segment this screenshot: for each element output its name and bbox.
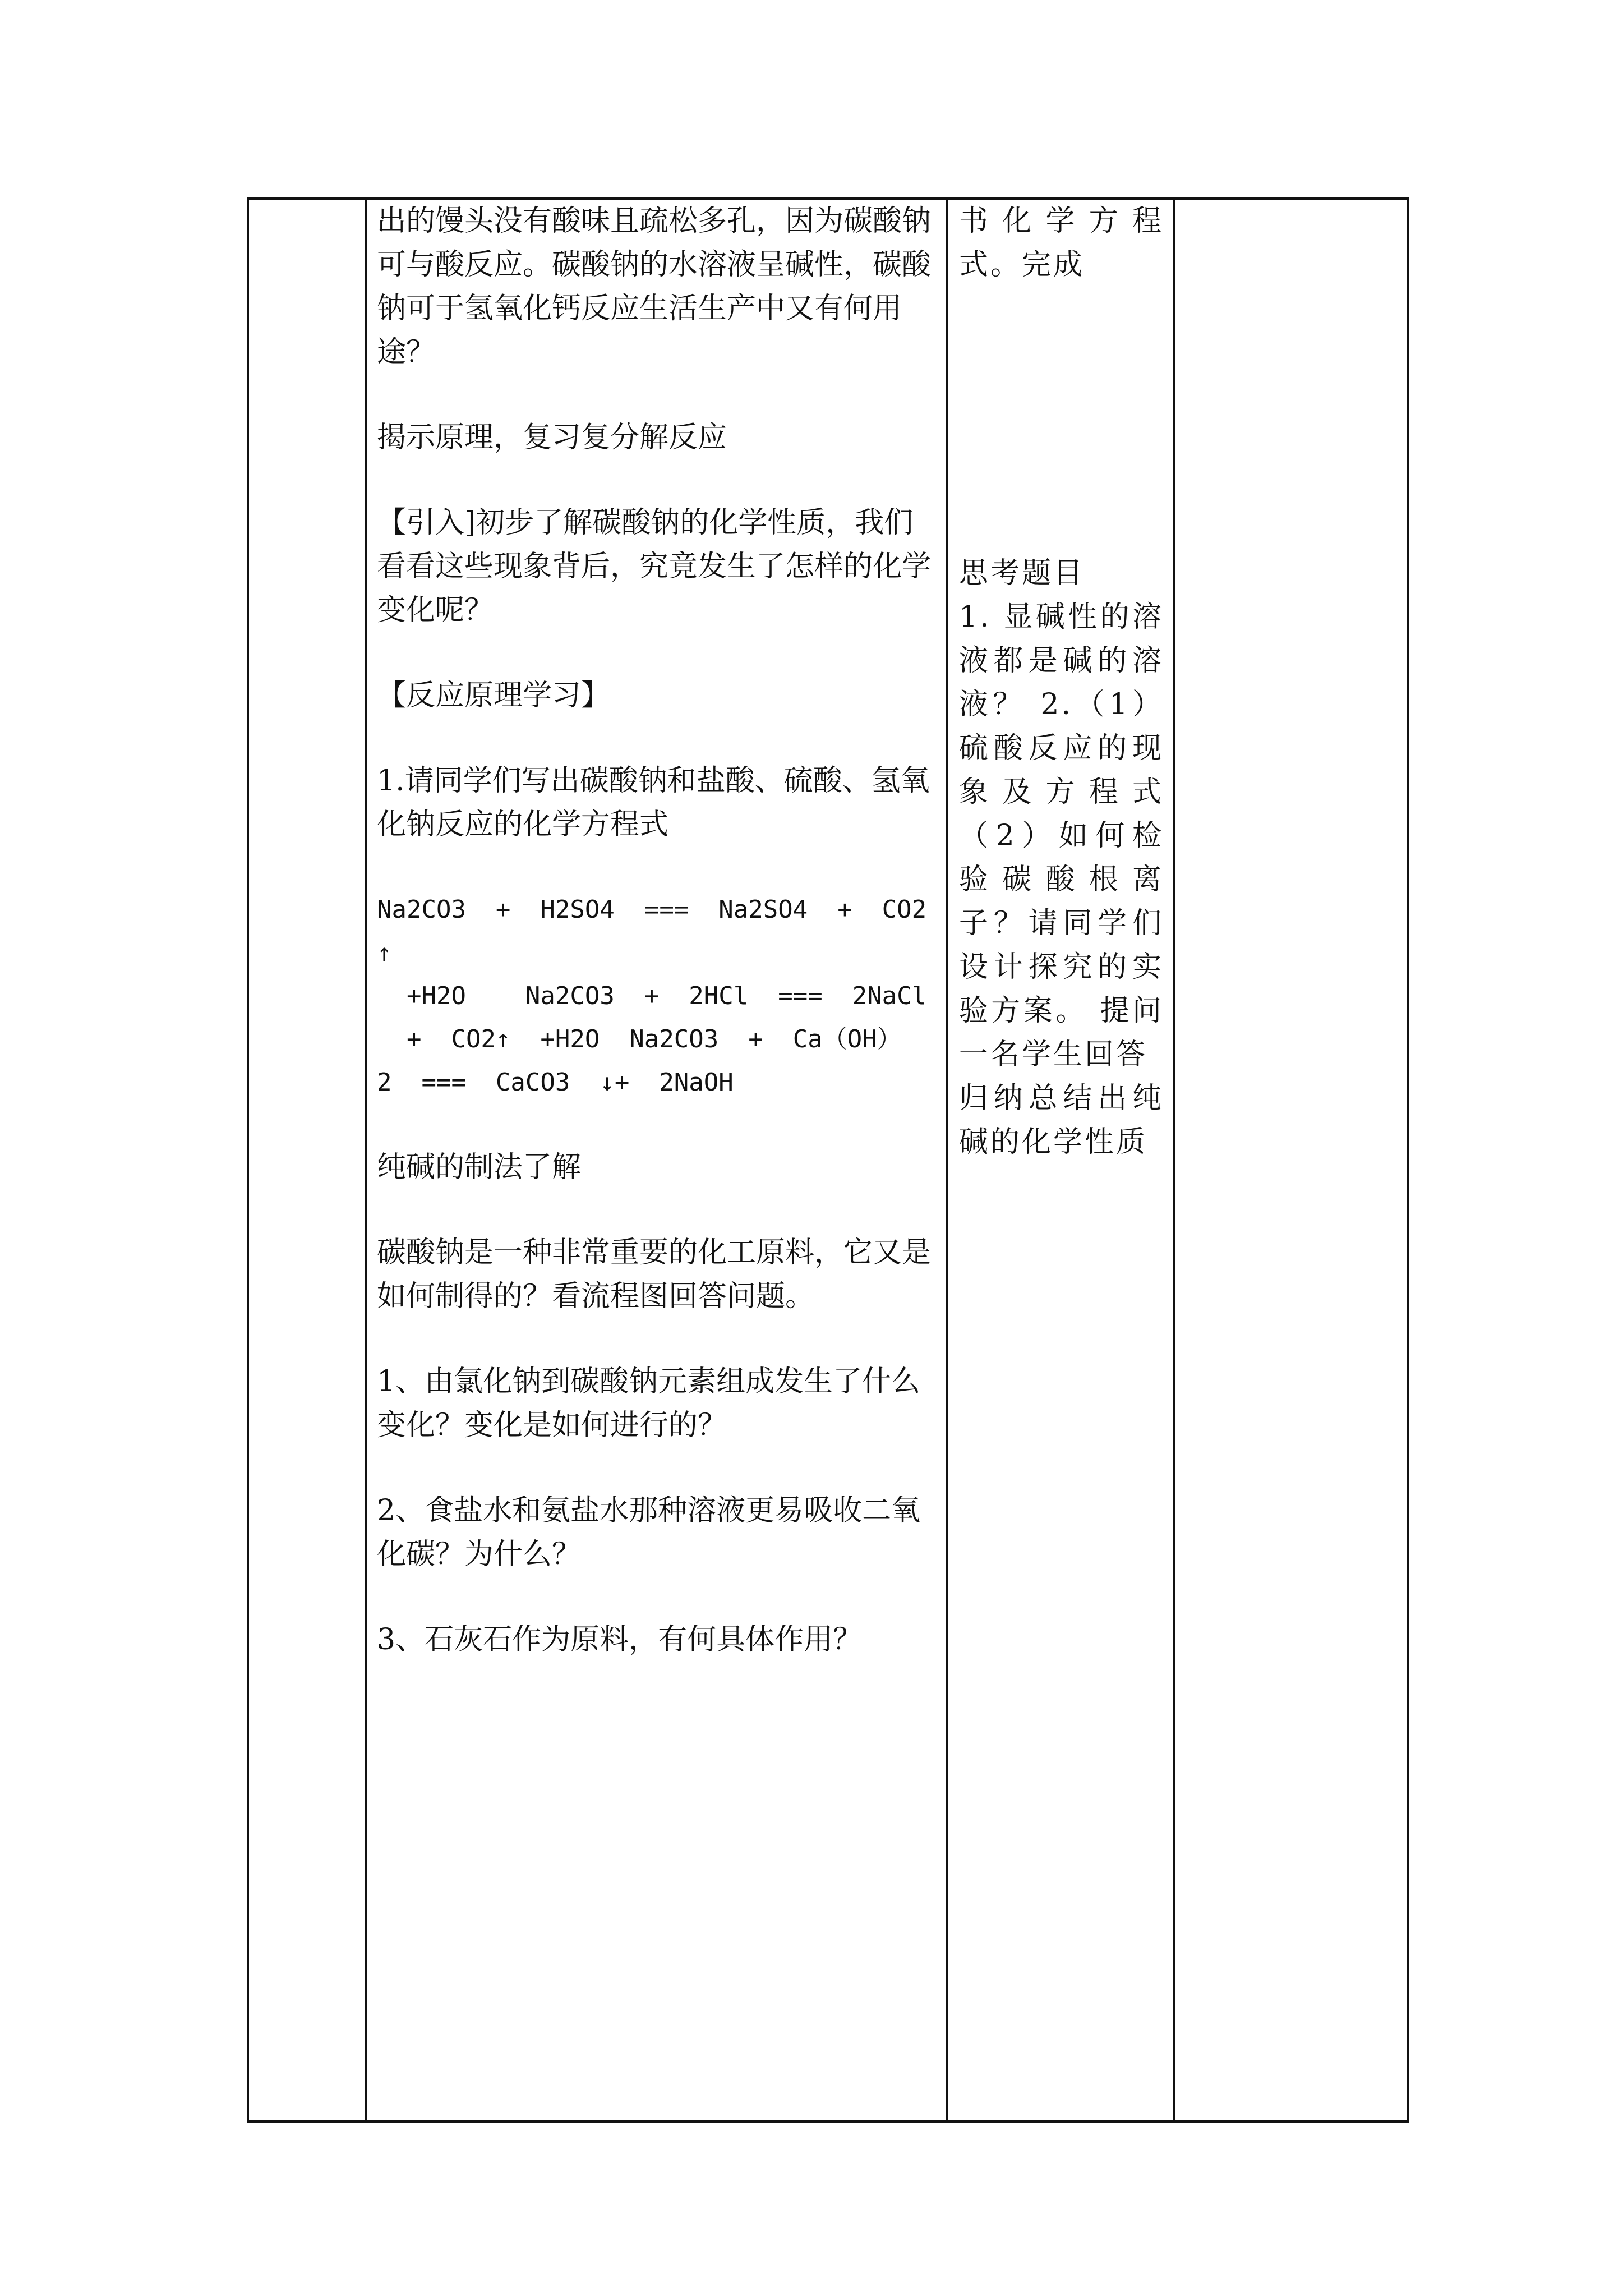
table-border-col-0 [247, 197, 249, 2123]
table-border-col-1 [365, 197, 367, 2123]
question-3: 3、石灰石作为原料，有何具体作用？ [377, 1623, 863, 1657]
question-2: 2、食盐水和氨盐水那种溶液更易吸收二氧化碳？为什么？ [377, 1494, 921, 1571]
reaction-principle-heading: 【反应原理学习】 [377, 679, 611, 712]
equation-line: 2 === CaCO3 ↓+ 2NaOH [377, 1068, 734, 1097]
soda-production-paragraph: 碳酸钠是一种非常重要的化工原料，它又是如何制得的？看流程图回答问题。 [377, 1236, 932, 1313]
thinking-heading: 思考题目 [959, 556, 1085, 590]
soda-production-heading: 纯碱的制法了解 [377, 1151, 582, 1184]
spacer [959, 287, 1164, 551]
equation-line: + CO2↑ +H2O Na2CO3 + Ca（OH） [377, 1025, 902, 1053]
chemical-equations [377, 888, 938, 1104]
equation-line: +H2O Na2CO3 + 2HCl === 2NaCl [377, 982, 927, 1010]
table-border-col-3 [1173, 197, 1175, 2123]
teacher-activity-cell [377, 199, 938, 1703]
table-border-col-4 [1407, 197, 1409, 2123]
table-bottom-border [247, 2120, 1409, 2123]
principle-heading: 揭示原理，复习复分解反应 [377, 421, 727, 454]
student-activity-cell [959, 199, 1164, 1164]
introduction-paragraph: 【引入]初步了解碳酸钠的化学性质，我们看看这些现象背后，究竟发生了怎样的化学变化呢？ [377, 506, 932, 627]
table-border-col-2 [946, 197, 948, 2123]
intro-paragraph: 出的馒头没有酸味且疏松多孔，因为碳酸钠可与酸反应。碳酸钠的水溶液呈碱性，碳酸钠可于氢氧化钙反应生活生产中又有何用途？ [377, 204, 932, 369]
equation-line: Na2CO3 + H2SO4 === Na2SO4 + CO2 [377, 895, 927, 924]
student-note-equation: 书化学方程式。完成 [959, 204, 1164, 282]
equation-line: ↑ [377, 938, 392, 967]
summary-note: 归纳总结出纯碱的化学性质 [959, 1082, 1164, 1159]
thinking-questions: 1. 显碱性的溶液都是碱的溶液？ 2.（1）硫酸反应的现象及方程式 （2）如何检验碳酸根离子？请同学们设计探究的实验方案。 提问一名学生回答 [959, 600, 1164, 1071]
question-1: 1、由氯化钠到碳酸钠元素组成发生了什么变化？变化是如何进行的？ [377, 1365, 921, 1442]
equation-task: 1.请同学们写出碳酸钠和盐酸、硫酸、氢氧化钠反应的化学方程式 [377, 764, 930, 841]
